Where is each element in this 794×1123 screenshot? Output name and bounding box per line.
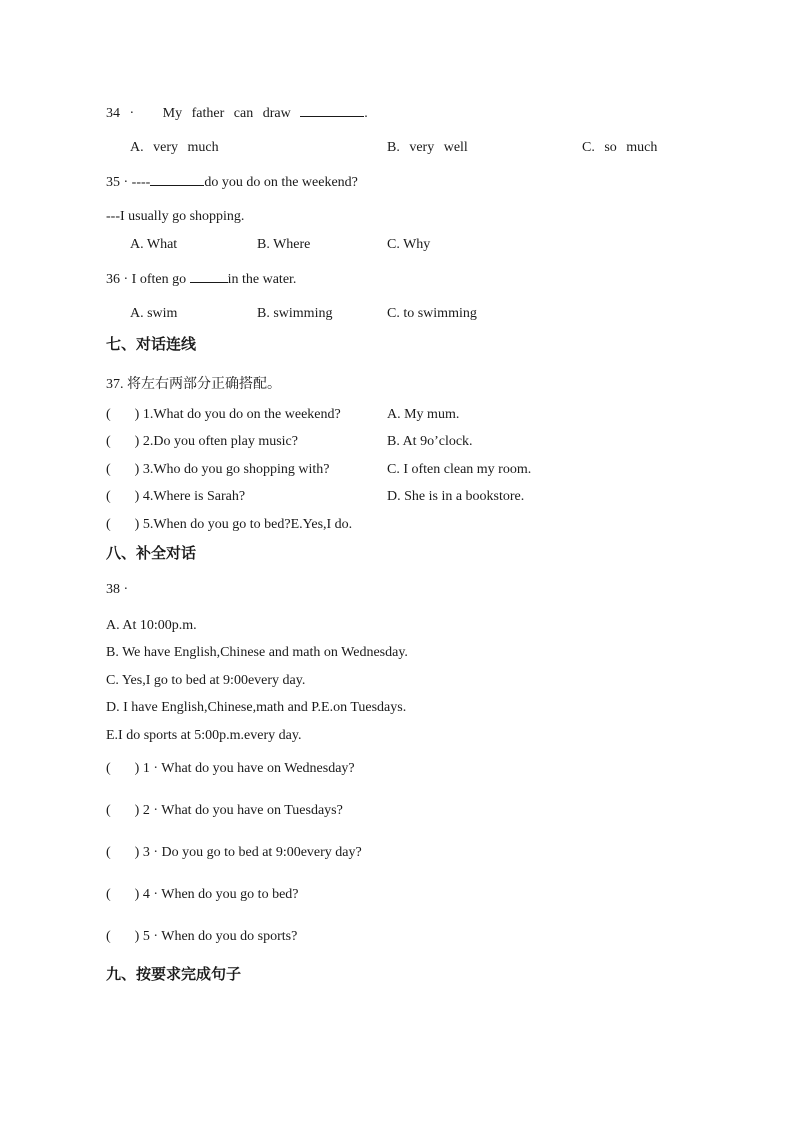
- dialogue-question: 2 · What do you have on Tuesdays?: [142, 803, 343, 818]
- answer-paren-close: ): [134, 434, 140, 449]
- q34-option-b[interactable]: B. very well: [387, 140, 468, 155]
- choice-e: E.I do sports at 5:00p.m.every day.: [106, 728, 302, 743]
- q34-number: 34 ·: [106, 106, 135, 121]
- answer-paren-close: ): [134, 407, 140, 422]
- dialogue-question: 1 · What do you have on Wednesday?: [142, 761, 355, 776]
- choice-a: A. At 10:00p.m.: [106, 618, 197, 633]
- q36-stem: [106, 269, 296, 289]
- q35-number: 35 ·: [106, 175, 129, 190]
- answer-paren-close: ): [134, 803, 140, 818]
- answer-paren-open[interactable]: (: [106, 407, 111, 422]
- q34-option-c[interactable]: C. so much: [582, 140, 658, 155]
- q36-option-c[interactable]: C. to swimming: [387, 306, 477, 321]
- q35-answer-blank[interactable]: [150, 172, 204, 186]
- match-right-c: C. I often clean my room.: [387, 462, 532, 477]
- answer-paren-close: ): [134, 462, 140, 477]
- q36-number: 36 ·: [106, 272, 129, 287]
- answer-paren-open[interactable]: (: [106, 489, 111, 504]
- choice-c: C. Yes,I go to bed at 9:00every day.: [106, 673, 306, 688]
- q35-stem-text: do you do on the weekend?: [204, 175, 358, 190]
- q34-stem-end: .: [364, 106, 368, 121]
- match-right-a: A. My mum.: [387, 407, 460, 422]
- match-right-b: B. At 9o’clock.: [387, 434, 473, 449]
- match-row-1: [106, 406, 341, 424]
- answer-paren-open[interactable]: (: [106, 462, 111, 477]
- choice-d: D. I have English,Chinese,math and P.E.on Tuesdays.: [106, 700, 407, 715]
- answer-paren-open[interactable]: (: [106, 887, 111, 902]
- q35-stem-dashes: ----: [131, 175, 151, 190]
- q36-option-b[interactable]: B. swimming: [257, 306, 333, 321]
- match-right-d: D. She is in a bookstore.: [387, 489, 525, 504]
- answer-paren-open[interactable]: (: [106, 761, 111, 776]
- q35-option-b[interactable]: B. Where: [257, 237, 311, 252]
- dialogue-item-1: [106, 760, 355, 778]
- answer-paren-open[interactable]: (: [106, 517, 111, 532]
- match-row-4: [106, 488, 245, 506]
- match-left-text: 4.Where is Sarah?: [142, 489, 246, 504]
- answer-paren-open[interactable]: (: [106, 929, 111, 944]
- q37-instruction-text: 将左右两部分正确搭配。: [127, 376, 281, 392]
- q34-stem: [106, 103, 368, 123]
- q37-number: 37.: [106, 377, 124, 392]
- q35-stem: [106, 172, 358, 192]
- answer-paren-close: ): [134, 929, 140, 944]
- section-9-title: 九、按要求完成句子: [106, 965, 242, 983]
- section-8-title: 八、补全对话: [106, 544, 197, 562]
- dialogue-item-4: [106, 886, 299, 904]
- q38-number: 38 ·: [106, 582, 129, 597]
- answer-paren-close: ): [134, 489, 140, 504]
- q35-answer-line: ---I usually go shopping.: [106, 209, 245, 224]
- answer-paren-open[interactable]: (: [106, 803, 111, 818]
- match-row-2: [106, 433, 298, 451]
- match-left-text: 1.What do you do on the weekend?: [142, 407, 341, 422]
- choice-b: B. We have English,Chinese and math on Wednesday.: [106, 645, 408, 660]
- answer-paren-close: ): [134, 761, 140, 776]
- dialogue-item-3: [106, 844, 362, 862]
- match-left-text: 3.Who do you go shopping with?: [142, 462, 330, 477]
- q35-option-a[interactable]: A. What: [130, 237, 178, 252]
- q37-instruction: [106, 375, 281, 394]
- answer-paren-close: ): [134, 845, 140, 860]
- answer-paren-open[interactable]: (: [106, 845, 111, 860]
- q34-answer-blank[interactable]: [300, 103, 364, 117]
- answer-paren-close: ): [134, 887, 140, 902]
- match-left-text: 2.Do you often play music?: [142, 434, 298, 449]
- dialogue-item-5: [106, 928, 297, 946]
- q36-option-a[interactable]: A. swim: [130, 306, 178, 321]
- section-7-title: 七、对话连线: [106, 335, 197, 353]
- match-row-5: [106, 516, 352, 534]
- answer-paren-close: ): [134, 517, 140, 532]
- dialogue-item-2: [106, 802, 343, 820]
- q36-stem-end: in the water.: [227, 272, 297, 287]
- q36-answer-blank[interactable]: [190, 269, 228, 283]
- dialogue-question: 5 · When do you do sports?: [142, 929, 298, 944]
- q34-stem-text: My father can draw: [162, 106, 291, 121]
- q35-option-c[interactable]: C. Why: [387, 237, 431, 252]
- q34-option-a[interactable]: A. very much: [130, 140, 219, 155]
- answer-paren-open[interactable]: (: [106, 434, 111, 449]
- q36-stem-text: I often go: [131, 272, 187, 287]
- match-row-3: [106, 461, 330, 479]
- dialogue-question: 3 · Do you go to bed at 9:00every day?: [142, 845, 362, 860]
- match-left-text: 5.When do you go to bed?E.Yes,I do.: [142, 517, 353, 532]
- dialogue-question: 4 · When do you go to bed?: [142, 887, 299, 902]
